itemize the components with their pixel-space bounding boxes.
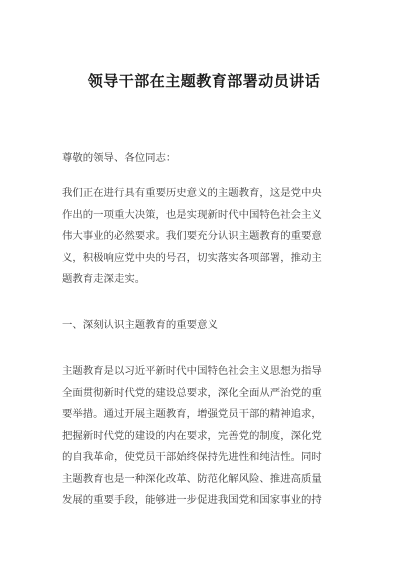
paragraph-line: 题教育走深走实。 [62,273,146,285]
paragraph-line: 的自我革命，使党员干部始终保持先进性和纯洁性。同时 [62,451,322,463]
paragraph-line: 义，积极响应党中央的号召，切实落实各项部署，推动主 [62,251,322,264]
document-title: 领导干部在主题教育部署动员讲话 [87,72,321,90]
paragraph-2 [62,361,352,512]
paragraph-line: 把握新时代党的建设的内在要求，完善党的制度，深化党 [62,429,322,442]
paragraph-1 [62,183,352,291]
salutation-text: 尊敬的领导、各位同志： [62,152,177,164]
paragraph-line: 主题教育也是一种深化改革、防范化解风险、推进高质量 [62,472,322,485]
paragraph-line: 发展的重要手段，能够进一步促进我国党和国家事业的持 [62,494,322,506]
paragraph-line: 作出的一项重大决策，也是实现新时代中国特色社会主义 [62,208,322,221]
paragraph-line: 我们正在进行具有重要历史意义的主题教育，这是党中央 [62,187,322,199]
paragraph-line: 要举措。通过开展主题教育，增强党员干部的精神追求， [62,408,322,420]
salutation [62,148,352,170]
section-heading [62,315,352,337]
paragraph-line: 伟大事业的必然要求。我们要充分认识主题教育的重要意 [62,230,322,242]
section-heading-text: 一、深刻认识主题教育的重要意义 [62,319,218,331]
paragraph-line: 全面贯彻新时代党的建设总要求，深化全面从严治党的重 [62,386,322,399]
paragraph-line: 主题教育是以习近平新时代中国特色社会主义思想为指导 [62,365,322,377]
